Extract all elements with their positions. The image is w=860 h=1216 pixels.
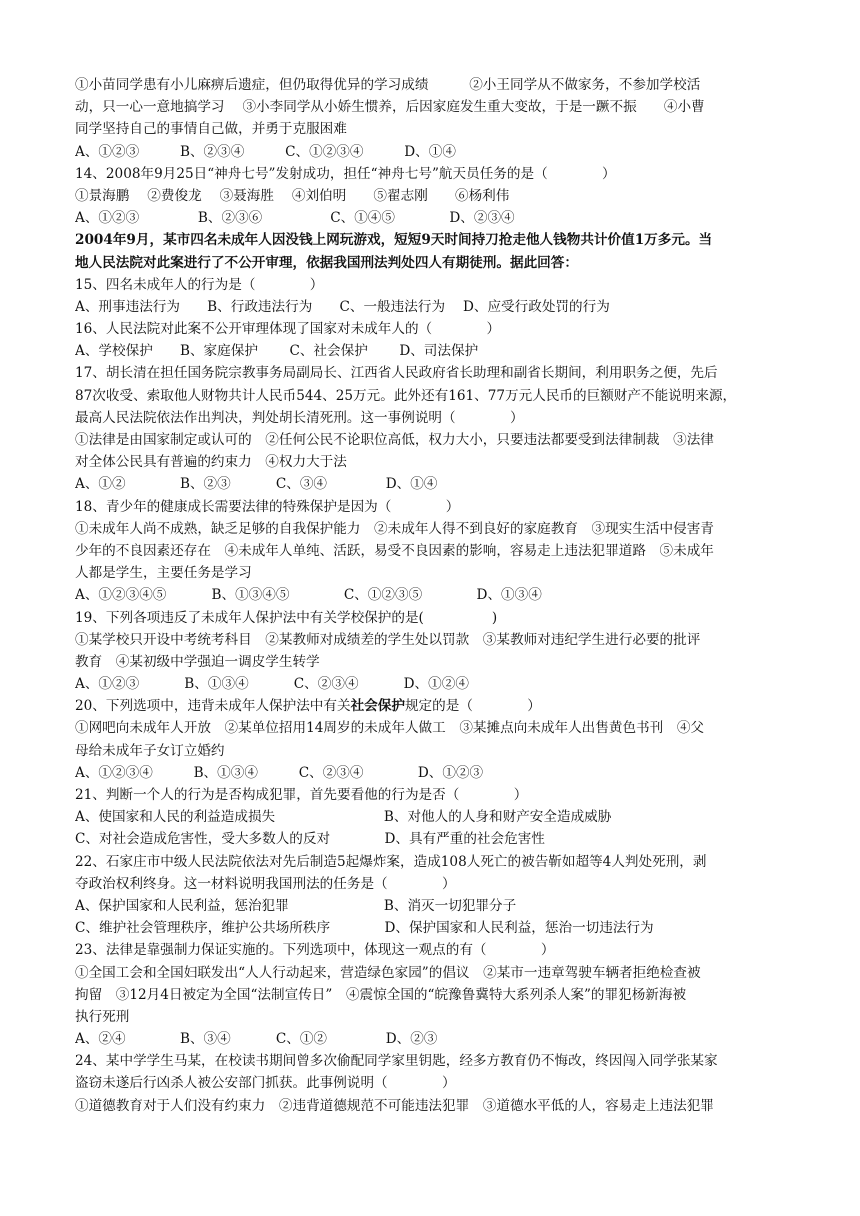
text-line: 教育 ④某初级中学强迫一调皮学生转学	[75, 653, 320, 670]
text-line: 21、判断一个人的行为是否构成犯罪，首先要看他的行为是否（ ）	[75, 787, 528, 803]
text-line: ①景海鹏 ②费俊龙 ③聂海胜 ④刘伯明 ⑤翟志刚 ⑥杨利伟	[75, 187, 510, 204]
text-line: A、学校保护 B、家庭保护 C、社会保护 D、司法保护	[75, 343, 479, 360]
text-line: 对全体公民具有普遍的约束力 ④权力大于法	[75, 454, 347, 471]
text-line: 24、某中学学生马某，在校读书期间曾多次偷配同学家里钥匙，经多方教育仍不悔改，终因闯入同学张某家	[75, 1053, 718, 1070]
text-line: ①法律是由国家制定或认可的 ②任何公民不论职位高低，权力大小，只要违法都要受到法律制裁 ③法律	[75, 432, 714, 448]
text-line: A、②④ B、③④ C、①② D、②③	[75, 1031, 438, 1048]
text-line: C、对社会造成危害性，受大多数人的反对 D、具有严重的社会危害性	[75, 831, 545, 848]
text-line: 拘留 ③12月4日被定为全国“法制宣传日” ④震惊全国的“皖豫鲁冀特大系列杀人案”的罪犯杨新海被	[75, 986, 687, 1003]
text-line: ①未成年人尚不成熟，缺乏足够的自我保护能力 ②未成年人得不到良好的家庭教育 ③现实生活中侵害青	[75, 520, 714, 537]
text-line: 夺政治权利终身。这一材料说明我国刑法的任务是（ ）	[75, 875, 456, 892]
text-line: A、①②③ B、②③④ C、①②③④ D、①④	[75, 143, 456, 160]
text-line: 盗窃未遂后行凶杀人被公安部门抓获。此事例说明（ ）	[75, 1075, 456, 1092]
text-line: 母给未成年子女订立婚约	[75, 742, 225, 759]
text-line: ①全国工会和全国妇联发出“人人行动起来，营造绿色家园”的倡议 ②某市一违章驾驶车辆者拒绝检查被	[75, 964, 701, 981]
text-line: 87次收受、索取他人财物共计人民币544、25万元。此外还有161、77万元人民币的巨额财产不能说明来源，	[75, 387, 737, 404]
text-line: A、①②③ B、②③⑥ C、①④⑤ D、②③④	[75, 210, 515, 227]
text-line: 22、石家庄市中级人民法院依法对先后制造5起爆炸案，造成108人死亡的被告靳如超等4人判处死刑，剥	[75, 853, 707, 870]
text-line: 同学坚持自己的事情自己做，并勇于克服困难	[75, 121, 347, 138]
text-line: A、保护国家和人民利益，惩治犯罪 B、消灭一切犯罪分子	[75, 897, 517, 914]
text-line: 19、下列各项违反了未成年人保护法中有关学校保护的是( )	[75, 609, 498, 626]
text-line: 18、青少年的健康成长需要法律的特殊保护是因为（ ）	[75, 498, 460, 515]
text-line: ①道德教育对于人们没有约束力 ②违背道德规范不可能违法犯罪 ③道德水平低的人，容易走上违法犯罪	[75, 1097, 714, 1114]
text-line: ①网吧向未成年人开放 ②某单位招用14周岁的未成年人做工 ③某摊点向未成年人出售黄色书刊 ④父	[75, 720, 705, 737]
text-line: A、①②③④⑤ B、①③④⑤ C、①②③⑤ D、①③④	[75, 587, 542, 604]
text-line: 23、法律是靠强制力保证实施的。下列选项中，体现这一观点的有（ ）	[75, 942, 555, 959]
text-line: 最高人民法院依法作出判决，判处胡长清死刑。这一事例说明（ ）	[75, 409, 524, 426]
text-line: A、使国家和人民的利益造成损失 B、对他人的人身和财产安全造成威胁	[75, 809, 612, 826]
text-line: 2004年9月，某市四名未成年人因没钱上网玩游戏，短短9天时间持刀抢走他人钱物共计价值1万多元。当	[75, 232, 713, 249]
text-line: 执行死刑	[75, 1008, 130, 1025]
text-line: 14、2008年9月25日“神舟七号”发射成功，担任“神舟七号”航天员任务的是（ ）	[75, 165, 616, 182]
text-line: 16、人民法院对此案不公开审理体现了国家对未成年人的（ ）	[75, 321, 501, 338]
text-line: A、①② B、②③ C、③④ D、①④	[75, 476, 438, 493]
emphasis-text: 社会保护	[350, 698, 405, 715]
text-line: 动，只一心一意地搞学习 ③小李同学从小娇生惯养，后因家庭发生重大变故，于是一蹶不振 ④小曹	[75, 99, 705, 116]
text-line: 少年的不良因素还存在 ④未成年人单纯、活跃，易受不良因素的影响，容易走上违法犯罪道路 ⑤未成年	[75, 542, 714, 559]
text-line: 地人民法院对此案进行了不公开审理，依据我国刑法判处四人有期徒刑。据此回答：	[75, 254, 578, 271]
text-line: A、刑事违法行为 B、行政违法行为 C、一般违法行为 D、应受行政处罚的行为	[75, 298, 610, 315]
text-line: A、①②③ B、①③④ C、②③④ D、①②④	[75, 676, 469, 693]
text-line: 人都是学生，主要任务是学习	[75, 565, 252, 582]
text-line: 17、胡长清在担任国务院宗教事务局副局长、江西省人民政府省长助理和副省长期间，利用职务之便，先后	[75, 365, 718, 382]
text-line: ①小苗同学患有小儿麻痹后遗症，但仍取得优异的学习成绩 ②小王同学从不做家务，不参加学校活	[75, 77, 701, 93]
text-line: 15、四名未成年人的行为是（ ）	[75, 276, 324, 293]
exam-document	[75, 74, 787, 1117]
text-line: ①某学校只开设中考统考科目 ②某教师对成绩差的学生处以罚款 ③某教师对违纪学生进行必要的批评	[75, 631, 701, 648]
text-line: 20、下列选项中，违背未成年人保护法中有关社会保护规定的是（ ）	[75, 698, 541, 715]
text-line: A、①②③④ B、①③④ C、②③④ D、①②③	[75, 764, 484, 781]
text-line: C、维护社会管理秩序，维护公共场所秩序 D、保护国家和人民利益，惩治一切违法行为	[75, 920, 654, 937]
